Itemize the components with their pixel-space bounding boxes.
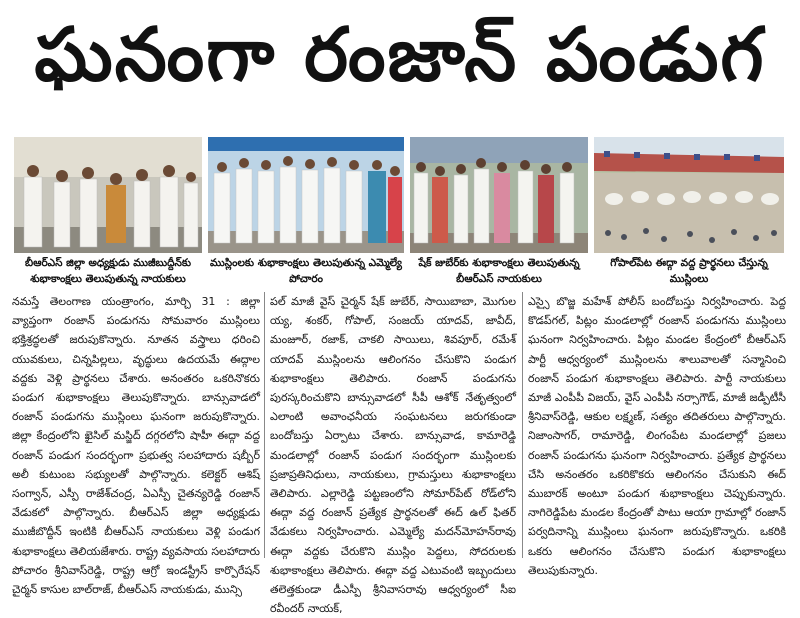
news-photo: [14, 137, 202, 253]
column-divider: [522, 292, 523, 558]
article-column: ఎస్సై బొజ్జ మహేశ్ పోలీస్ బందోబస్తు నిర్వహించారు. పెద్ద కొడప్‌గల్, పిట్లం మండలాల్లో రంజాన్ పండుగను ముస్లింలు ఘనంగా నిర్వహించారు. పిట్లం మండల కేంద్రంలో బీఆర్ఎస్ పార్టీ ఆధ్వర్యంలో ముస్లింలను శాలువాలతో సన్మానించి రంజాన్ పండుగ శుభాకాంక్షలు తెలిపారు. పార్టీ నాయకులు మాజీ ఎంపీపీ విజయ్, వైస్ ఎంపీపీ నర్సాగౌడ్, మాజీ జడ్పీటీసీ శ్రీనివాస్‌రెడ్డి, ఆకుల లక్ష్మణ్, సత్యం తదితరులు పాల్గొన్నారు. నిజాంసాగర్, రామారెడ్డి, లింగంపేట మండలాల్లో ప్రజలు రంజాన్ పండుగను ఘనంగా నిర్వహించారు. ప్రత్యేక ప్రార్థనలు చేసి అనంతరం ఒకరికొకరు ఆలింగనం చేసుకుని ఈద్ ముబారక్ అంటూ పండుగ శుభాకాంక్షలు చెప్పుకున్నారు. నాగిరెడ్డిపేట మండల కేంద్రంతో పాటు ఆయా గ్రామాల్లో రంజాన్ పర్వదినాన్ని ముస్లింలు ఘనంగా జరుపుకొన్నారు. ఒకరికి ఒకరు ఆలింగనం చేసుకొని పండుగ శుభాకాంక్షలు తెలుపుకున్నారు.: [528, 295, 786, 577]
article-column: పల్ మాజీ వైస్ చైర్మన్ షేక్ జుబేర్, సాయిబాబా, మొగుల య్య, శంకర్, గోపాల్, సంజయ్ యాదవ్, జావీద్, మంజూర్, రజాక్, చాకలి సాయిలు, శివపూర్, రమేశ్ యాదవ్ ముస్లింలను ఆలింగనం చేసుకొని పండుగ శుభాకాంక్షలు తెలిపారు. రంజాన్ పండుగను పురస్కరించుకొని బాన్సువాడలో సీపీ ఆశోక్ నేతృత్వంలో ఎలాంటి అవాంఛనీయ సంఘటనలు జరుగకుండా బందోబస్తు ఏర్పాటు చేశారు. బాన్సువాడ, కామారెడ్డి మండలాల్లో రంజాన్ పండుగ సందర్భంగా ముస్లింలకు ప్రజాప్రతినిధులు, నాయకులు, గ్రామస్తులు శుభాకాంక్షలు తెలిపారు. ఎల్లారెడ్డి పట్టణంలోని సోమార్‌పేట్ రోడ్‌లోని ఈద్గా వద్ద రంజాన్ ప్రత్యేక ప్రార్థనలతో ఈద్ ఉల్ ఫితర్ వేడుకలు నిర్వహించారు. ఎమ్మెల్యే మదన్‌మోహన్‌రావు ఈద్గా వద్దకు చేరుకొని ముస్లిం పెద్దలు, సోదరులకు శుభాకాంక్షలు తెలిపారు. ఈద్గా వద్ద ఎటువంటి ఇబ్బందులు తలెత్తకుండా డీఎస్పీ శ్రీనివాసరావు ఆధ్వర్యంలో సీఐ రవీందర్ నాయక్,: [270, 295, 516, 616]
article-column: నమస్తే తెలంగాణ యంత్రాంగం, మార్చి 31 : జిల్లా వ్యాప్తంగా రంజాన్ పండుగను సోమవారం ముస్లింలు భక్తిశ్రద్ధలతో జరుపుకొన్నారు. నూతన వస్త్రాలు ధరించి యువకులు, చిన్నపిల్లలు, వృద్ధులు ఉదయమే ఈద్గాల వద్దకు వెళ్లి ప్రార్థనలు చేశారు. అనంతరం ఒకరినొకరు పండుగ శుభాకాంక్షలు తెలుపుకొన్నారు. బాన్సువాడలో రంజాన్ పండుగను ముస్లింలు ఘనంగా జరుపుకొన్నారు. జిల్లా కేంద్రంలోని ఖైసిల్ మస్జిద్ దగ్గరలోని షాహీ ఈద్గా వద్ద రంజాన్ పండుగ సందర్భంగా ప్రభుత్వ సలహాదారు షబ్బీర్ అలీ కుటుంబ సభ్యులతో పాల్గొన్నారు. కలెక్టర్ ఆశిష్ సంగ్వాన్, ఎస్పీ రాజేశ్‌చంద్ర, ఏఎస్పీ చైతన్యరెడ్డి రంజాన్ వేడుకలో పాల్గొన్నారు. బీఆర్ఎస్ జిల్లా అధ్యక్షుడు ముజీబొద్దీన్ ఇంటికి బీఆర్ఎస్ నాయకులు వెళ్లి పండుగ శుభాకాంక్షలు తెలియజేశారు. రాష్ట్ర వ్యవసాయ సలహాదారు పోచారం శ్రీనివాస్‌రెడ్డి, రాష్ట్ర ఆగ్రో ఇండస్ట్రీస్ కార్పొరేషన్ చైర్మన్ కాసుల బాల్‌రాజ్, బీఆర్ఎస్ నాయకుడు, మున్సి: [12, 295, 260, 597]
headline: ఘనంగా రంజాన్ పండుగ: [34, 12, 766, 98]
column-divider: [264, 292, 265, 558]
photo-caption: బీఆర్ఎస్ జిల్లా అధ్యక్షుడు ముజీబుద్దీన్‌కు శుభాకాంక్షలు తెలుపుతున్న నాయకులు: [24, 257, 192, 285]
news-photo: [594, 137, 784, 253]
news-photo: [208, 137, 404, 253]
photo-caption: ముస్లింలకు శుభాకాంక్షలు తెలుపుతున్న ఎమ్మెల్యే పోచారం: [210, 257, 402, 285]
photo-caption: గోపాల్‌పేట ఈద్గా వద్ద ప్రార్థనలు చేస్తున్న ముస్లింలు: [610, 257, 768, 285]
photo-caption: షేక్ జుబేర్‌కు శుభాకాంక్షలు తెలుపుతున్న బీఆర్ఎస్ నాయకులు: [418, 257, 580, 285]
news-photo: [410, 137, 588, 253]
